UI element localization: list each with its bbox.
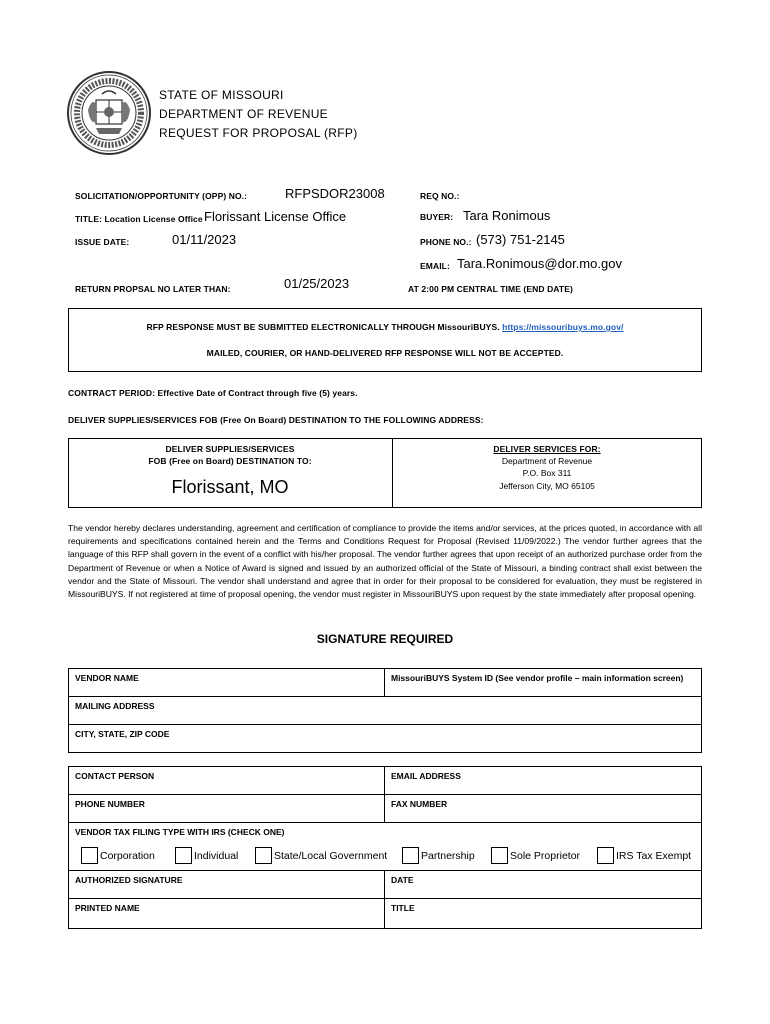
option-label: Partnership bbox=[421, 849, 475, 862]
date-cell[interactable] bbox=[385, 871, 702, 899]
delivery-destination-value[interactable]: Florissant, MO bbox=[171, 477, 289, 497]
delivery-left-line-1: DELIVER SUPPLIES/SERVICES bbox=[165, 444, 295, 454]
option-label: IRS Tax Exempt bbox=[616, 849, 692, 862]
fax-number-cell[interactable] bbox=[385, 795, 702, 823]
contact-person-cell[interactable] bbox=[69, 767, 385, 795]
delivery-left-line-2: FOB (Free on Board) DESTINATION TO: bbox=[148, 456, 312, 466]
checkbox-icon[interactable] bbox=[402, 847, 419, 864]
title-label-sig: TITLE bbox=[391, 903, 415, 913]
phone-value[interactable]: (573) 751-2145 bbox=[476, 232, 565, 247]
notice-line-1 bbox=[68, 322, 702, 332]
email-address-label: EMAIL ADDRESS bbox=[391, 771, 461, 781]
option-label: Sole Proprietor bbox=[510, 849, 581, 862]
phone-number-cell[interactable] bbox=[69, 795, 385, 823]
email-address-cell[interactable] bbox=[385, 767, 702, 795]
delivery-right-heading: DELIVER SERVICES FOR: bbox=[493, 444, 601, 454]
delivery-right-line-1: Department of Revenue bbox=[501, 456, 593, 466]
fax-number-label: FAX NUMBER bbox=[391, 799, 448, 809]
checkbox-icon[interactable] bbox=[255, 847, 272, 864]
printed-name-label: PRINTED NAME bbox=[75, 903, 140, 913]
vendor-name-label: VENDOR NAME bbox=[75, 673, 139, 683]
option-label: Corporation bbox=[100, 849, 155, 862]
deliver-heading: DELIVER SUPPLIES/SERVICES FOB (Free On Board) DESTINATION TO THE FOLLOWING ADDRESS: bbox=[68, 415, 484, 425]
tax-filing-label: VENDOR TAX FILING TYPE WITH IRS (CHECK ONE) bbox=[75, 827, 285, 837]
vendor-declaration: The vendor hereby declares understanding, agreement and certification of compliance to provide the items and/or services, at the prices quoted, in accordance with all requirements and specifications contained herein and the Terms and Conditions Request for Proposal (Revised 11/09/2022.) The vendor further agrees that the language of this RFP shall govern in the event of a conflict with his/her proposal. The vendor further agrees that upon receipt of an authorized purchase order from the Department of Revenue or when a Notice of Award is signed and issued by an authorized official of the State of Missouri, a binding contract shall exist between the vendor and the State of Missouri. The vendor shall understand and agree that in order for their proposal to be considered for evaluation, they must be registered in MissouriBUYS. If not registered at time of proposal opening, the vendor must register in MissouriBUYS upon request by the state immediately after proposal opening. bbox=[68, 523, 702, 600]
email-label: EMAIL: bbox=[420, 261, 450, 271]
header-state: STATE OF MISSOURI bbox=[159, 88, 284, 102]
checkbox-icon[interactable] bbox=[491, 847, 508, 864]
contract-period: CONTRACT PERIOD: Effective Date of Contract through five (5) years. bbox=[68, 388, 358, 398]
phone-label: PHONE NO.: bbox=[420, 237, 472, 247]
system-id-cell[interactable] bbox=[385, 669, 702, 697]
vendor-info-table bbox=[68, 668, 702, 753]
city-state-zip-label: CITY, STATE, ZIP CODE bbox=[75, 729, 170, 739]
checkbox-icon[interactable] bbox=[81, 847, 98, 864]
return-label: RETURN PROPSAL NO LATER THAN: bbox=[75, 284, 231, 294]
system-id-label: MissouriBUYS System ID (See vendor profile – main information screen) bbox=[391, 673, 684, 683]
submission-notice-box bbox=[68, 308, 702, 372]
phone-number-label: PHONE NUMBER bbox=[75, 799, 145, 809]
req-label: REQ NO.: bbox=[420, 191, 460, 201]
checkbox-icon[interactable] bbox=[597, 847, 614, 864]
issue-date-label: ISSUE DATE: bbox=[75, 237, 130, 247]
buyer-label: BUYER: bbox=[420, 212, 454, 222]
delivery-right-line-2: P.O. Box 311 bbox=[522, 468, 572, 478]
option-label: Individual bbox=[194, 849, 239, 862]
notice-text: RFP RESPONSE MUST BE SUBMITTED ELECTRONICALLY THROUGH MissouriBUYS. bbox=[146, 322, 500, 332]
missouribuys-link[interactable]: https://missouribuys.mo.gov/ bbox=[502, 322, 624, 332]
contact-person-label: CONTACT PERSON bbox=[75, 771, 155, 781]
signature-heading: SIGNATURE REQUIRED bbox=[316, 632, 454, 646]
checkbox-state-local-government[interactable] bbox=[255, 847, 387, 864]
buyer-value[interactable]: Tara Ronimous bbox=[463, 208, 551, 223]
checkbox-corporation[interactable] bbox=[81, 847, 155, 864]
checkbox-partnership[interactable] bbox=[402, 847, 475, 864]
vendor-name-cell[interactable] bbox=[69, 669, 385, 697]
return-time: AT 2:00 PM CENTRAL TIME (END DATE) bbox=[408, 284, 573, 294]
return-value[interactable]: 01/25/2023 bbox=[284, 276, 350, 291]
solicitation-label: SOLICITATION/OPPORTUNITY (OPP) NO.: bbox=[75, 191, 248, 201]
city-state-zip-cell[interactable] bbox=[69, 725, 702, 753]
title-value[interactable]: Florissant License Office bbox=[204, 209, 347, 224]
notice-line-2: MAILED, COURIER, OR HAND-DELIVERED RFP RESPONSE WILL NOT BE ACCEPTED. bbox=[206, 348, 564, 358]
date-label: DATE bbox=[391, 875, 414, 885]
mailing-address-label: MAILING ADDRESS bbox=[75, 701, 155, 711]
printed-name-cell[interactable] bbox=[69, 899, 385, 929]
issue-date-value[interactable]: 01/11/2023 bbox=[172, 232, 237, 247]
email-value[interactable]: Tara.Ronimous@dor.mo.gov bbox=[457, 256, 622, 271]
header-department: DEPARTMENT OF REVENUE bbox=[159, 107, 328, 121]
checkbox-sole-proprietor[interactable] bbox=[491, 847, 580, 864]
solicitation-value[interactable]: RFPSDOR23008 bbox=[285, 186, 385, 201]
mailing-address-cell[interactable] bbox=[69, 697, 702, 725]
delivery-right-line-3: Jefferson City, MO 65105 bbox=[499, 481, 595, 491]
title-label: TITLE: Location License Office bbox=[75, 214, 203, 224]
state-seal-icon bbox=[66, 70, 152, 156]
checkbox-individual[interactable] bbox=[175, 847, 238, 864]
checkbox-irs-tax-exempt[interactable] bbox=[597, 847, 691, 864]
header-doc-type: REQUEST FOR PROPOSAL (RFP) bbox=[159, 126, 358, 140]
authorized-signature-label: AUTHORIZED SIGNATURE bbox=[75, 875, 183, 885]
checkbox-icon[interactable] bbox=[175, 847, 192, 864]
option-label: State/Local Government bbox=[274, 849, 388, 862]
title-cell[interactable] bbox=[385, 899, 702, 929]
authorized-signature-cell[interactable] bbox=[69, 871, 385, 899]
